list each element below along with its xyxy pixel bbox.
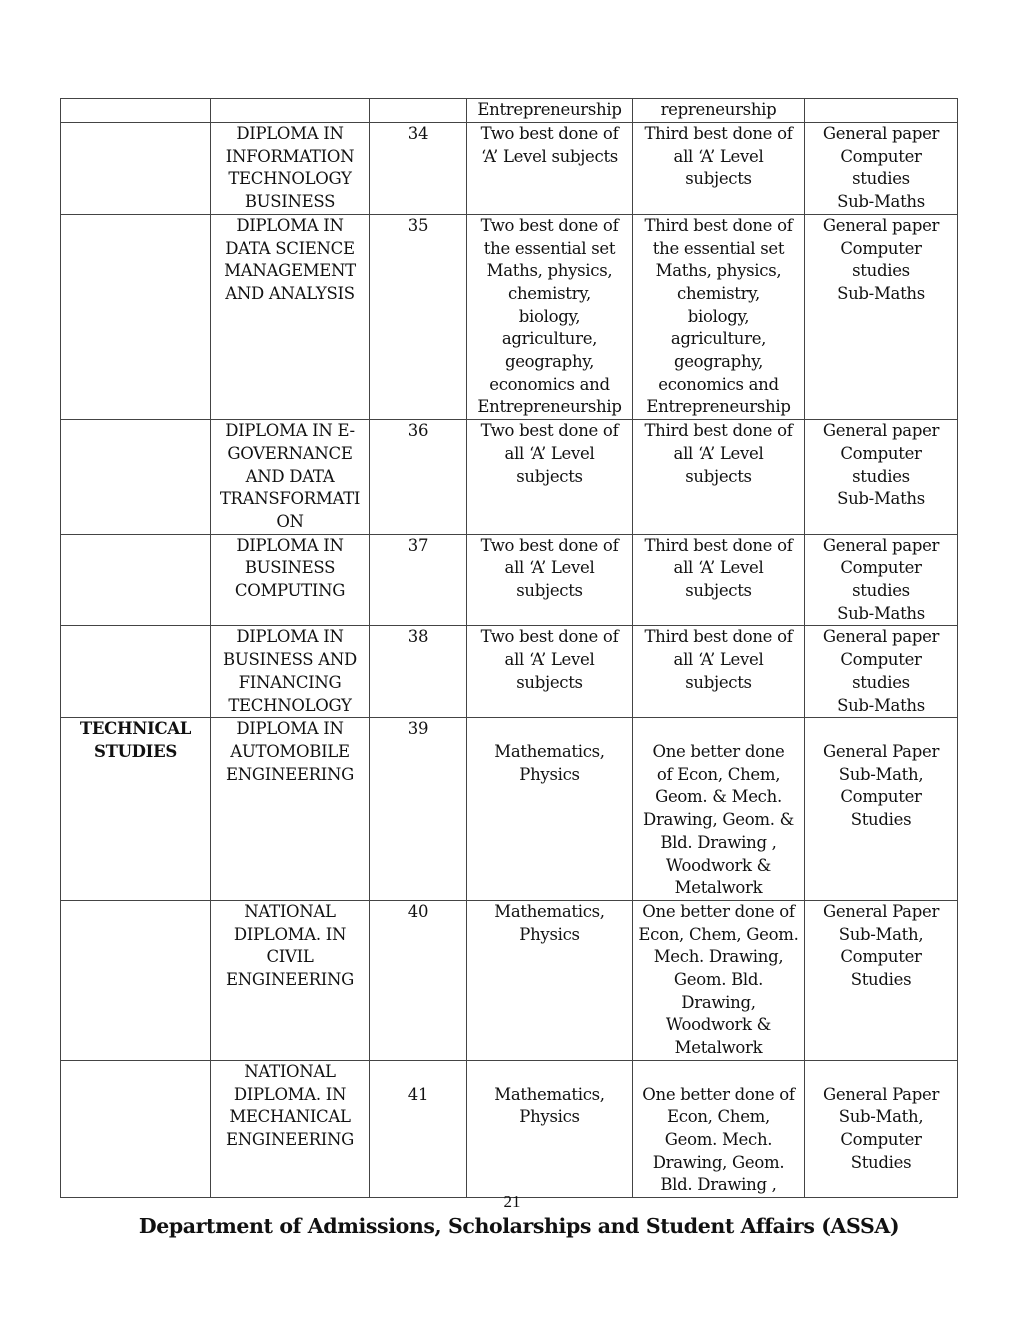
table-row (61, 123, 958, 215)
requirement-essential-cell: Two best done of all ‘A’ Level subjects (467, 534, 633, 626)
category-cell (61, 626, 211, 718)
category-cell (61, 1060, 211, 1197)
table-row (61, 420, 958, 535)
category-cell (61, 900, 211, 1060)
table-body (61, 99, 958, 1198)
program-cell: DIPLOMA IN INFORMATION TECHNOLOGY BUSINESS (211, 123, 370, 215)
requirement-relevant-cell: Third best done of all ‘A’ Level subjects (633, 626, 805, 718)
category-cell: TECHNICAL STUDIES (61, 718, 211, 901)
subsidiary-cell: General Paper Sub-Math, Computer Studies (805, 718, 958, 901)
program-cell: DIPLOMA IN BUSINESS AND FINANCING TECHNOLOGY (211, 626, 370, 718)
subsidiary-cell: General paper Computer studies Sub-Maths (805, 534, 958, 626)
table-row (61, 534, 958, 626)
code-cell: 40 (370, 900, 467, 1060)
subsidiary-cell: General paper Computer studies Sub-Maths (805, 123, 958, 215)
category-cell (61, 214, 211, 419)
code-cell: 36 (370, 420, 467, 535)
program-cell: DIPLOMA IN DATA SCIENCE MANAGEMENT AND ANALYSIS (211, 214, 370, 419)
footer-title: Department of Admissions, Scholarships and Student Affairs (ASSA) (138, 1214, 900, 1238)
requirements-table (60, 98, 958, 1198)
subsidiary-cell: General Paper Sub-Math, Computer Studies (805, 900, 958, 1060)
requirement-relevant-cell: Third best done of the essential set Maths, physics, chemistry, biology, agriculture, geography, economics and Entrepreneurship (633, 214, 805, 419)
category-cell (61, 99, 211, 123)
requirement-essential-cell: Mathematics, Physics (467, 1060, 633, 1197)
requirement-relevant-cell: Third best done of all ‘A’ Level subjects (633, 534, 805, 626)
code-cell (370, 99, 467, 123)
subsidiary-cell: General paper Computer studies Sub-Maths (805, 214, 958, 419)
subsidiary-cell: General paper Computer studies Sub-Maths (805, 420, 958, 535)
subsidiary-cell: General paper Computer studies Sub-Maths (805, 626, 958, 718)
table-row (61, 626, 958, 718)
table-row (61, 1060, 958, 1197)
requirement-essential-cell: Two best done of all ‘A’ Level subjects (467, 626, 633, 718)
requirement-relevant-cell: One better done of Econ, Chem, Geom. & Mech. Drawing, Geom. & Bld. Drawing , Woodwork & Metalwork (633, 718, 805, 901)
category-cell (61, 123, 211, 215)
requirement-essential-cell: Two best done of ‘A’ Level subjects (467, 123, 633, 215)
subsidiary-cell (805, 99, 958, 123)
code-cell: 37 (370, 534, 467, 626)
requirement-essential-cell: Mathematics, Physics (467, 718, 633, 901)
table-row (61, 900, 958, 1060)
program-cell: NATIONAL DIPLOMA. IN MECHANICAL ENGINEERING (211, 1060, 370, 1197)
code-cell: 34 (370, 123, 467, 215)
code-cell: 35 (370, 214, 467, 419)
requirement-essential-cell: Entrepreneurship (467, 99, 633, 123)
requirement-relevant-cell: repreneurship (633, 99, 805, 123)
category-cell (61, 534, 211, 626)
requirement-relevant-cell: One better done of Econ, Chem, Geom. Mech. Drawing, Geom. Bld. Drawing , (633, 1060, 805, 1197)
page-number: 21 (503, 1192, 521, 1211)
program-cell (211, 99, 370, 123)
subsidiary-cell: General Paper Sub-Math, Computer Studies (805, 1060, 958, 1197)
requirement-essential-cell: Two best done of all ‘A’ Level subjects (467, 420, 633, 535)
table-row (61, 99, 958, 123)
code-cell: 39 (370, 718, 467, 901)
program-cell: NATIONAL DIPLOMA. IN CIVIL ENGINEERING (211, 900, 370, 1060)
category-cell (61, 420, 211, 535)
program-cell: DIPLOMA IN BUSINESS COMPUTING (211, 534, 370, 626)
code-cell: 38 (370, 626, 467, 718)
requirement-essential-cell: Two best done of the essential set Maths, physics, chemistry, biology, agriculture, geography, economics and Entrepreneurship (467, 214, 633, 419)
requirement-essential-cell: Mathematics, Physics (467, 900, 633, 1060)
code-cell: 41 (370, 1060, 467, 1197)
program-cell: DIPLOMA IN AUTOMOBILE ENGINEERING (211, 718, 370, 901)
table-row (61, 214, 958, 419)
requirement-relevant-cell: Third best done of all ‘A’ Level subjects (633, 123, 805, 215)
requirement-relevant-cell: One better done of Econ, Chem, Geom. Mech. Drawing, Geom. Bld. Drawing, Woodwork & Metalwork (633, 900, 805, 1060)
requirement-relevant-cell: Third best done of all ‘A’ Level subjects (633, 420, 805, 535)
program-cell: DIPLOMA IN E- GOVERNANCE AND DATA TRANSFORMATI ON (211, 420, 370, 535)
table-row (61, 718, 958, 901)
